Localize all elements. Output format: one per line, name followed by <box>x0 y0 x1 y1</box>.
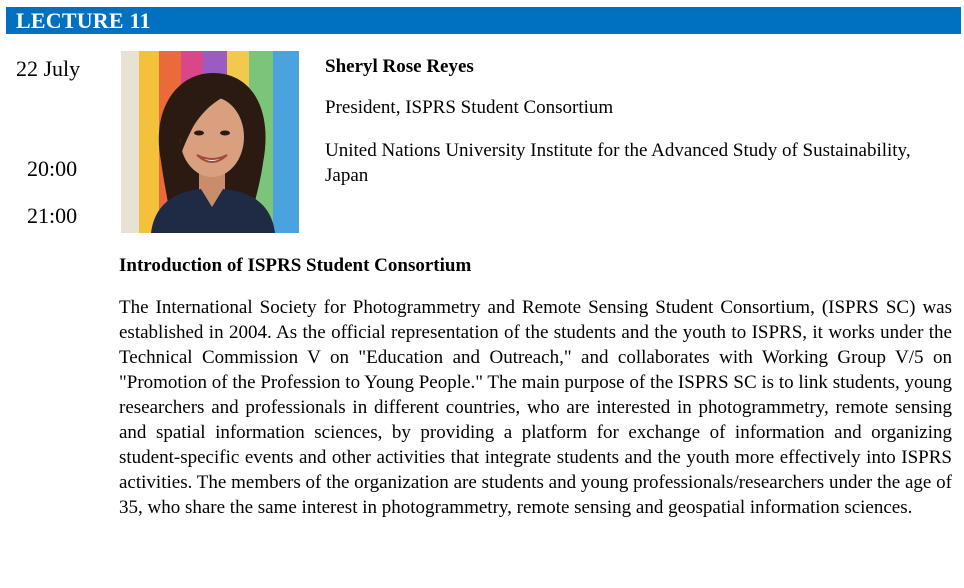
lecture-title: Introduction of ISPRS Student Consortium <box>119 255 472 276</box>
lecture-abstract: The International Society for Photogrammetry and Remote Sensing Student Consortium, (ISPRS SC) was established in 2004. As the official representation of the students and the youth to ISPRS, it works under the Technical Commission V on "Education and Outreach," and collaborates with Working Group V/5 on "Promotion of the Profession to Young People." The main purpose of the ISPRS SC is to link students, young researchers and professionals in different countries, who are interested in photogrammetry, remote sensing and spatial information sciences, by providing a platform for exchange of information and organizing student-specific events and other activities that integrate students and the youth more effectively into ISPRS activities. The members of the organization are students and young professionals/researchers under the age of 35, who share the same interest in photogrammetry, remote sensing and geospatial information sciences. <box>119 297 952 518</box>
lecture-end-time: 21:00 <box>27 203 78 228</box>
speaker-photo <box>121 51 299 233</box>
lecture-start-time: 20:00 <box>27 156 78 181</box>
lecture-date: 22 July <box>16 56 81 81</box>
speaker-affiliation: United Nations University Institute for the Advanced Study of Sustainability, Japan <box>325 140 911 186</box>
lecture-header-bar <box>6 7 961 34</box>
speaker-role: President, ISPRS Student Consortium <box>325 97 614 118</box>
speaker-name: Sheryl Rose Reyes <box>325 56 474 77</box>
lecture-number-title: LECTURE 11 <box>16 8 151 33</box>
